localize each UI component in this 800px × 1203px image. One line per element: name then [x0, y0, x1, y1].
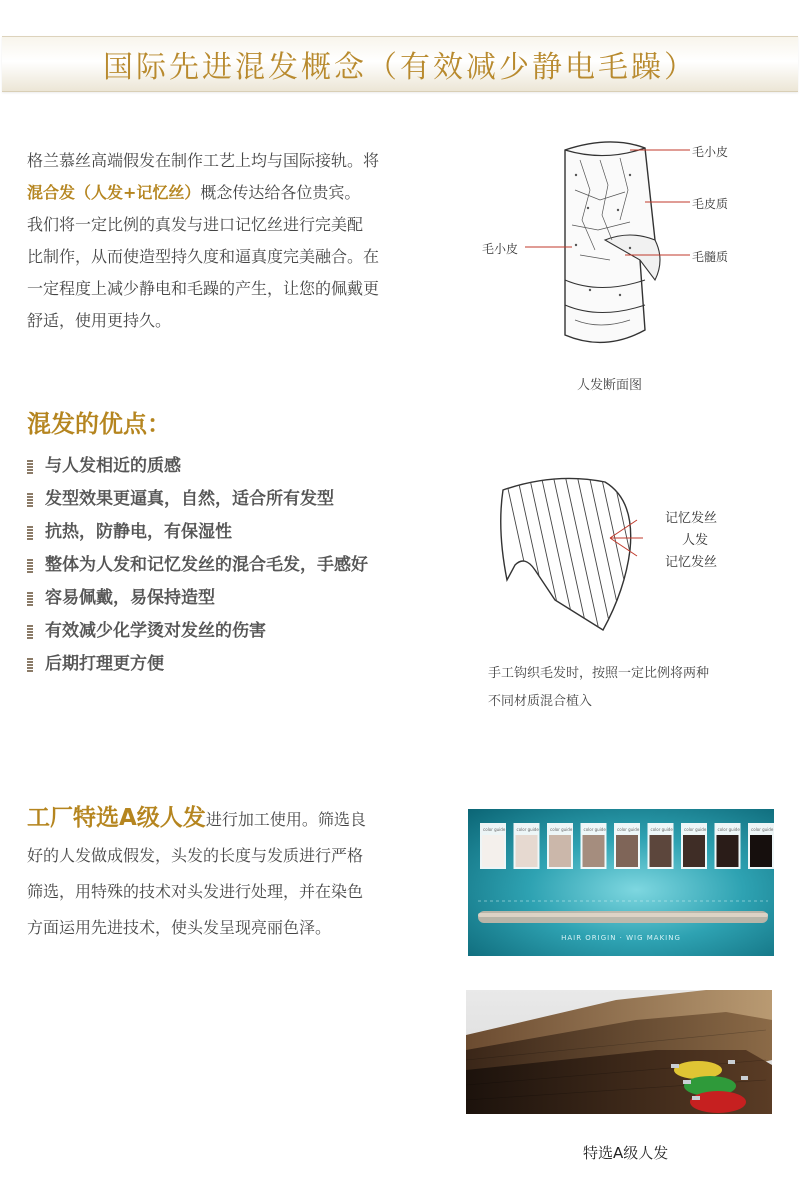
color-swatch — [683, 835, 705, 867]
hair-bundles-photo — [466, 990, 772, 1114]
intro-line: 舒适，使用更持久。 — [27, 311, 172, 330]
photo2-caption: 特选A级人发 — [583, 1144, 669, 1162]
label-memory-fiber-top: 记忆发丝 — [665, 511, 718, 526]
factory-line: 好的人发做成假发，头发的长度与发质进行严格 — [27, 846, 364, 865]
bullet-icon — [27, 559, 33, 573]
factory-line — [27, 800, 447, 838]
color-swatch — [650, 835, 672, 867]
list-item: 有效减少化学烫对发丝的伤害 — [27, 615, 368, 648]
factory-highlight: 工厂特选A级人发 — [27, 805, 206, 831]
color-swatch — [583, 835, 605, 867]
label-human-hair: 人发 — [682, 533, 709, 548]
swatch-label: color guide — [483, 827, 506, 832]
list-item: 发型效果更逼真，自然，适合所有发型 — [27, 483, 368, 516]
hair-bundles-illustration — [466, 990, 772, 1114]
label-cuticle-top: 毛小皮 — [692, 145, 729, 159]
wig-caption-line: 手工钩织毛发时，按照一定比例将两种 — [488, 666, 710, 681]
list-item: 整体为人发和记忆发丝的混合毛发，手感好 — [27, 549, 368, 582]
bullet-icon — [27, 526, 33, 540]
label-cuticle-left: 毛小皮 — [482, 242, 519, 256]
intro-line: 我们将一定比例的真发与进口记忆丝进行完美配 — [27, 215, 364, 234]
swatch-label: color guide — [684, 827, 707, 832]
intro-line-rest: 概念传达给各位贵宾。 — [200, 183, 361, 202]
intro-line: 格兰慕丝高端假发在制作工艺上均与国际接轨。将 — [27, 151, 380, 170]
advantages-list — [27, 450, 368, 681]
intro-paragraph — [27, 145, 447, 337]
color-swatch — [717, 835, 739, 867]
swatch-label: color guide — [751, 827, 774, 832]
intro-line — [27, 177, 447, 209]
wig-cap-diagram — [495, 470, 645, 635]
swatch-label: color guide — [516, 827, 539, 832]
swatch-label: color guide — [717, 827, 740, 832]
color-swatch — [616, 835, 638, 867]
factory-line-rest: 进行加工使用。筛选良 — [205, 810, 366, 829]
swatch-label: color guide — [650, 827, 673, 832]
label-medulla: 毛髓质 — [692, 250, 729, 264]
list-item: 与人发相近的质感 — [27, 450, 368, 483]
swatch-label: color guide — [550, 827, 573, 832]
bullet-icon — [27, 493, 33, 507]
photo-watermark: HAIR ORIGIN · WIG MAKING — [561, 934, 681, 942]
bullet-icon — [27, 460, 33, 474]
swatch-label: color guide — [583, 827, 606, 832]
intro-line: 比制作，从而使造型持久度和逼真度完美融合。在 — [27, 247, 380, 266]
factory-paragraph — [27, 800, 447, 946]
list-item: 容易佩戴，易保持造型 — [27, 582, 368, 615]
swatch-illustration — [468, 809, 774, 956]
factory-line: 方面运用先进技术，使头发呈现亮丽色泽。 — [27, 918, 332, 937]
list-item: 抗热，防静电，有保湿性 — [27, 516, 368, 549]
color-swatch — [516, 835, 538, 867]
hair-diagram-caption: 人发断面图 — [577, 378, 643, 393]
bullet-icon — [27, 658, 33, 672]
list-item: 后期打理更方便 — [27, 648, 368, 681]
advantages-title: 混发的优点： — [27, 410, 171, 438]
intro-highlight: 混合发（人发+记忆丝） — [27, 183, 201, 202]
label-memory-fiber-bottom: 记忆发丝 — [665, 555, 718, 570]
label-cortex: 毛皮质 — [692, 197, 729, 211]
page-title: 国际先进混发概念（有效减少静电毛躁） — [103, 50, 697, 85]
wig-caption-line: 不同材质混合植入 — [488, 694, 593, 709]
intro-line: 一定程度上减少静电和毛躁的产生，让您的佩戴更 — [27, 279, 380, 298]
hair-color-swatch-photo — [468, 809, 774, 956]
color-swatch — [482, 835, 504, 867]
swatch-label: color guide — [617, 827, 640, 832]
hair-cross-section-diagram — [480, 130, 750, 360]
color-swatch — [549, 835, 571, 867]
bullet-icon — [27, 625, 33, 639]
factory-line: 筛选，用特殊的技术对头发进行处理，并在染色 — [27, 882, 364, 901]
color-swatch — [750, 835, 772, 867]
bullet-icon — [27, 592, 33, 606]
